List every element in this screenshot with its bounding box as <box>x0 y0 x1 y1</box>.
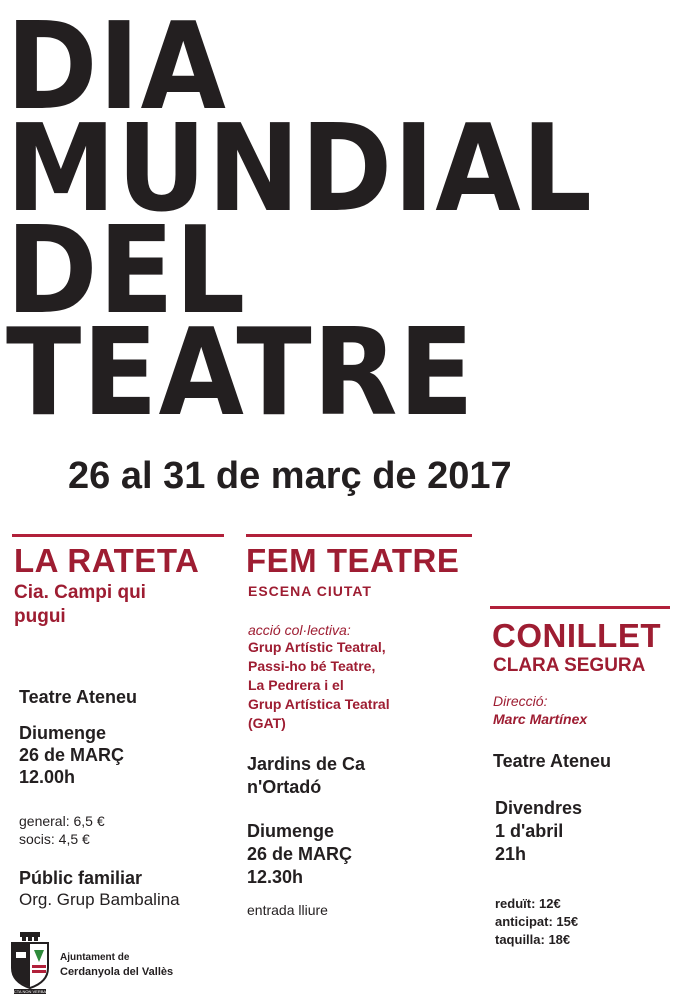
logo-motto: FACTA NON VERBA <box>9 989 47 994</box>
shield-icon <box>8 932 52 994</box>
divider-show3 <box>490 606 670 609</box>
show2-groups-line2: Passi-ho bé Teatre, <box>248 658 376 674</box>
show3-director: Marc Martínex <box>493 711 588 727</box>
show1-price-general: general: 6,5 € <box>19 813 105 829</box>
headline-line-1: DIA <box>6 0 227 137</box>
divider-show2 <box>246 534 472 537</box>
headline-line-4: TEATRE <box>6 304 475 443</box>
show2-groups-line3: La Pedrera i el <box>248 677 344 693</box>
show3-direction-label: Direcció: <box>493 693 548 709</box>
show2-date: 26 de MARÇ <box>247 844 353 864</box>
show1-title: LA RATETA <box>14 542 200 579</box>
show3-price-reduced: reduït: 12€ <box>495 896 561 911</box>
show1-time: 12.00h <box>19 767 76 787</box>
show2-groups-line1: Grup Artístic Teatral, <box>248 639 386 655</box>
show2-entry: entrada lliure <box>247 902 328 918</box>
show3-title: CONILLET <box>492 617 661 654</box>
show3-date: 1 d'abril <box>495 821 564 841</box>
logo-line2: Cerdanyola del Vallès <box>60 966 174 978</box>
municipal-shield-logo <box>8 932 52 994</box>
show3-performer: CLARA SEGURA <box>493 655 646 676</box>
show2-venue-line2: n'Ortadó <box>247 777 322 797</box>
show1-company-line2: pugui <box>14 606 66 627</box>
show2-subtitle: ESCENA CIUTAT <box>248 583 372 599</box>
headline-line-3: DEL <box>6 202 247 341</box>
show2-time: 12.30h <box>247 867 304 887</box>
show2-venue-line1: Jardins de Ca <box>247 754 366 774</box>
show2-day: Diumenge <box>247 821 335 841</box>
show1-venue: Teatre Ateneu <box>19 687 138 707</box>
show1-date: 26 de MARÇ <box>19 745 125 765</box>
show2-groups-line4: Grup Artística Teatral <box>248 696 390 712</box>
logo-line1: Ajuntament de <box>60 952 130 963</box>
show3-price-box: taquilla: 18€ <box>495 932 571 947</box>
show1-organizer: Org. Grup Bambalina <box>19 890 180 909</box>
show2-groups-line5: (GAT) <box>248 715 286 731</box>
show2-action-label: acció col·lectiva: <box>248 622 351 638</box>
show1-company-line1: Cia. Campi qui <box>14 582 146 603</box>
show3-time: 21h <box>495 844 527 864</box>
show3-price-advance: anticipat: 15€ <box>495 914 579 929</box>
divider-show1 <box>12 534 224 537</box>
show1-price-socis: socis: 4,5 € <box>19 831 90 847</box>
show1-day: Diumenge <box>19 723 107 743</box>
headline-line-2: MUNDIAL <box>6 100 593 239</box>
show3-venue: Teatre Ateneu <box>493 751 612 771</box>
show1-audience: Públic familiar <box>19 868 143 888</box>
event-dates: 26 al 31 de març de 2017 <box>68 455 512 497</box>
show2-title: FEM TEATRE <box>246 542 460 579</box>
show3-day: Divendres <box>495 798 583 818</box>
